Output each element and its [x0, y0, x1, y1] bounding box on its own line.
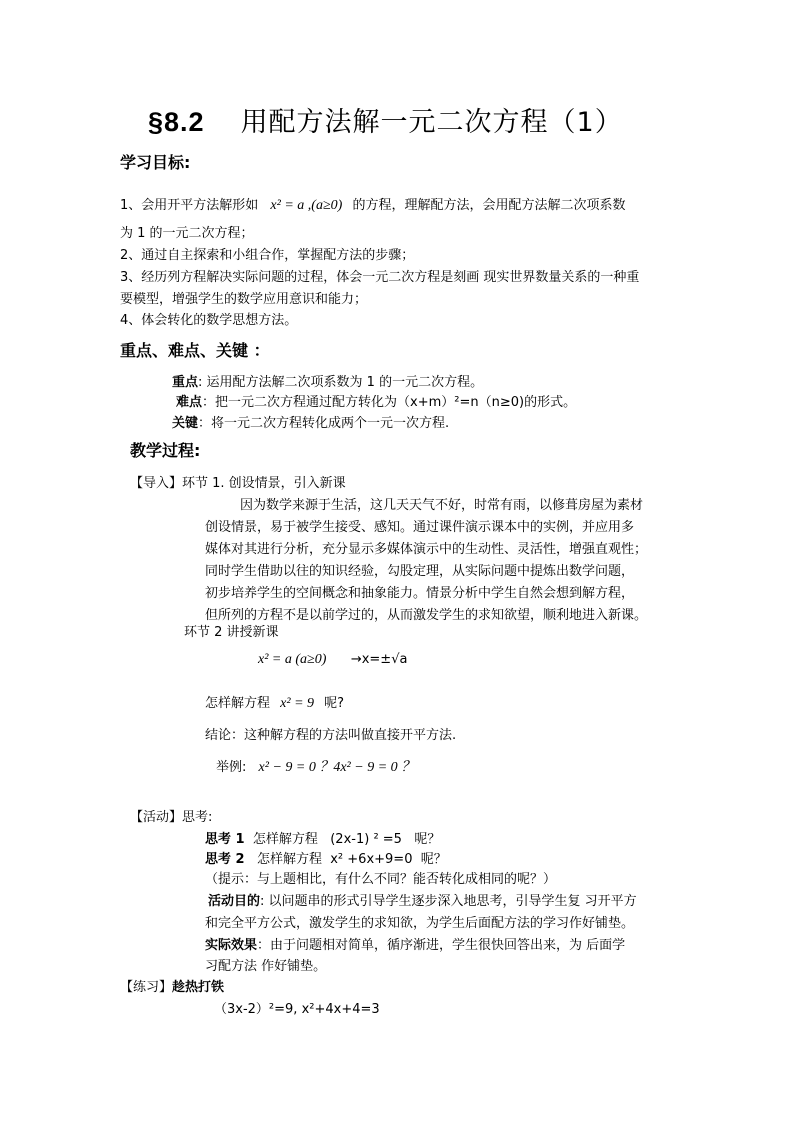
- intro-line: [130, 472, 346, 491]
- goal-item-4: 4、体会转化的数学思想方法。: [120, 313, 298, 328]
- equation-1-result: →x=±√a: [350, 652, 408, 667]
- conclusion-line: 结论：这种解方程的方法叫做直接开平方法.: [205, 728, 457, 743]
- goal-item-1-text-a: 1、会用开平方法解形如: [120, 198, 259, 213]
- goal-item-1: [120, 194, 625, 214]
- title-text: 用配方法解一元二次方程（1）: [240, 107, 623, 138]
- activity-goal-cont: 和完全平方公式，激发学生的求知欲，为学生后面配方法的学习作好铺垫。: [205, 916, 635, 931]
- goal-item-3: 3、经历列方程解决实际问题的过程，体会一元二次方程是刻画 现实世界数量关系的一种重: [120, 270, 640, 285]
- activity-effect-label: 实际效果: [205, 938, 258, 953]
- section-number: §8.2: [148, 107, 205, 137]
- keypoint-guanjian-text: ：将一元二次方程转化成两个一元一次方程.: [198, 416, 450, 431]
- practice-content: （3x-2）²=9, x²+4x+4=3: [214, 1002, 380, 1017]
- practice-label: 趁热打铁: [172, 980, 225, 995]
- example-label: 举例:: [216, 760, 247, 775]
- think-2-label: 思考 2: [205, 852, 245, 867]
- para1-line6: 但所列的方程不是以前学过的，从而激发学生的求知欲望，顺利地进入新课。: [205, 608, 648, 623]
- question-math: x² = 9: [280, 696, 315, 711]
- question-line: [205, 692, 344, 712]
- example-line: [216, 756, 415, 776]
- goal-item-1-math: x² = a ,(a≥0): [270, 198, 343, 213]
- keypoint-nandian: [176, 391, 576, 410]
- activity-effect: [205, 934, 625, 953]
- question-text-a: 怎样解方程: [205, 696, 271, 711]
- goal-item-3-cont: 要模型，增强学生的数学应用意识和能力；: [120, 292, 368, 307]
- para1-line4: 同时学生借助以往的知识经验，勾股定理，从实际问题中提炼出数学问题，: [205, 564, 635, 579]
- goals-heading: 学习目标:: [120, 153, 191, 172]
- activity-tag: 【活动】: [130, 810, 183, 825]
- think-1: [205, 828, 440, 847]
- para1-line3: 媒体对其进行分析，充分显示多媒体演示中的生动性、灵活性，增强直观性；: [205, 542, 648, 557]
- think-2: [205, 848, 447, 867]
- equation-1-math: x² = a (a≥0): [258, 652, 327, 667]
- keypoint-nandian-text: ：把一元二次方程通过配方转化为（x+m）²=n（n≥0)的形式。: [202, 395, 577, 410]
- activity-line: [130, 806, 212, 825]
- activity-effect-cont: 习配方法 作好铺垫。: [205, 959, 327, 974]
- para1-line1: 因为数学来源于生活，这几天天气不好，时常有雨，以修葺房屋为素材: [240, 498, 644, 513]
- example-math: x² − 9 = 0 ？4x² − 9 = 0 ？: [258, 760, 416, 775]
- think-1-text: 怎样解方程 (2x-1) ² =5 呢？: [244, 832, 441, 847]
- step2-title: 环节 2 讲授新课: [184, 625, 279, 640]
- keypoint-guanjian: [172, 412, 449, 431]
- goal-item-1-text-b: 的方程，理解配方法，会用配方法解二次项系数: [352, 198, 626, 213]
- question-text-b: 呢?: [324, 696, 345, 711]
- process-heading: 教学过程:: [130, 441, 201, 460]
- equation-1: [258, 651, 407, 668]
- goal-item-1-cont: 为 1 的一元二次方程；: [120, 226, 254, 241]
- hint-line: （提示：与上题相比，有什么不同？能否转化成相同的呢？）: [205, 872, 557, 887]
- keypoint-zhongdian-label: 重点: [172, 375, 199, 390]
- page-title: [148, 100, 623, 139]
- activity-label: 思考:: [182, 810, 213, 825]
- step1-title: 环节 1. 创设情景，引入新课: [182, 476, 346, 491]
- goal-item-2: 2、通过自主探索和小组合作，掌握配方法的步骤；: [120, 248, 415, 263]
- para1-line2: 创设情景，易于被学生接受、感知。通过课件演示课本中的实例，并应用多: [205, 520, 635, 535]
- think-1-label: 思考 1: [205, 832, 245, 847]
- practice-tag: 【练习】: [120, 980, 173, 995]
- think-2-text: 怎样解方程 x² +6x+9=0 呢？: [244, 852, 447, 867]
- para1-line5: 初步培养学生的空间概念和抽象能力。情景分析中学生自然会想到解方程，: [205, 586, 635, 601]
- keypoint-zhongdian: [172, 371, 483, 390]
- keypoints-heading: 重点、难点、关键 ：: [120, 341, 270, 360]
- activity-goal: [208, 890, 637, 909]
- intro-tag: 【导入】: [130, 476, 183, 491]
- activity-goal-text: : 以问题串的形式引导学生逐步深入地思考，引导学生复 习开平方: [260, 894, 637, 909]
- activity-effect-text: ：由于问题相对简单，循序渐进，学生很快回答出来，为 后面学: [257, 938, 626, 953]
- keypoint-zhongdian-text: : 运用配方法解二次项系数为 1 的一元二次方程。: [198, 375, 484, 390]
- practice-line: [120, 976, 224, 995]
- keypoint-guanjian-label: 关键: [172, 416, 199, 431]
- activity-goal-label: 活动目的: [208, 894, 261, 909]
- keypoint-nandian-label: 难点: [176, 395, 203, 410]
